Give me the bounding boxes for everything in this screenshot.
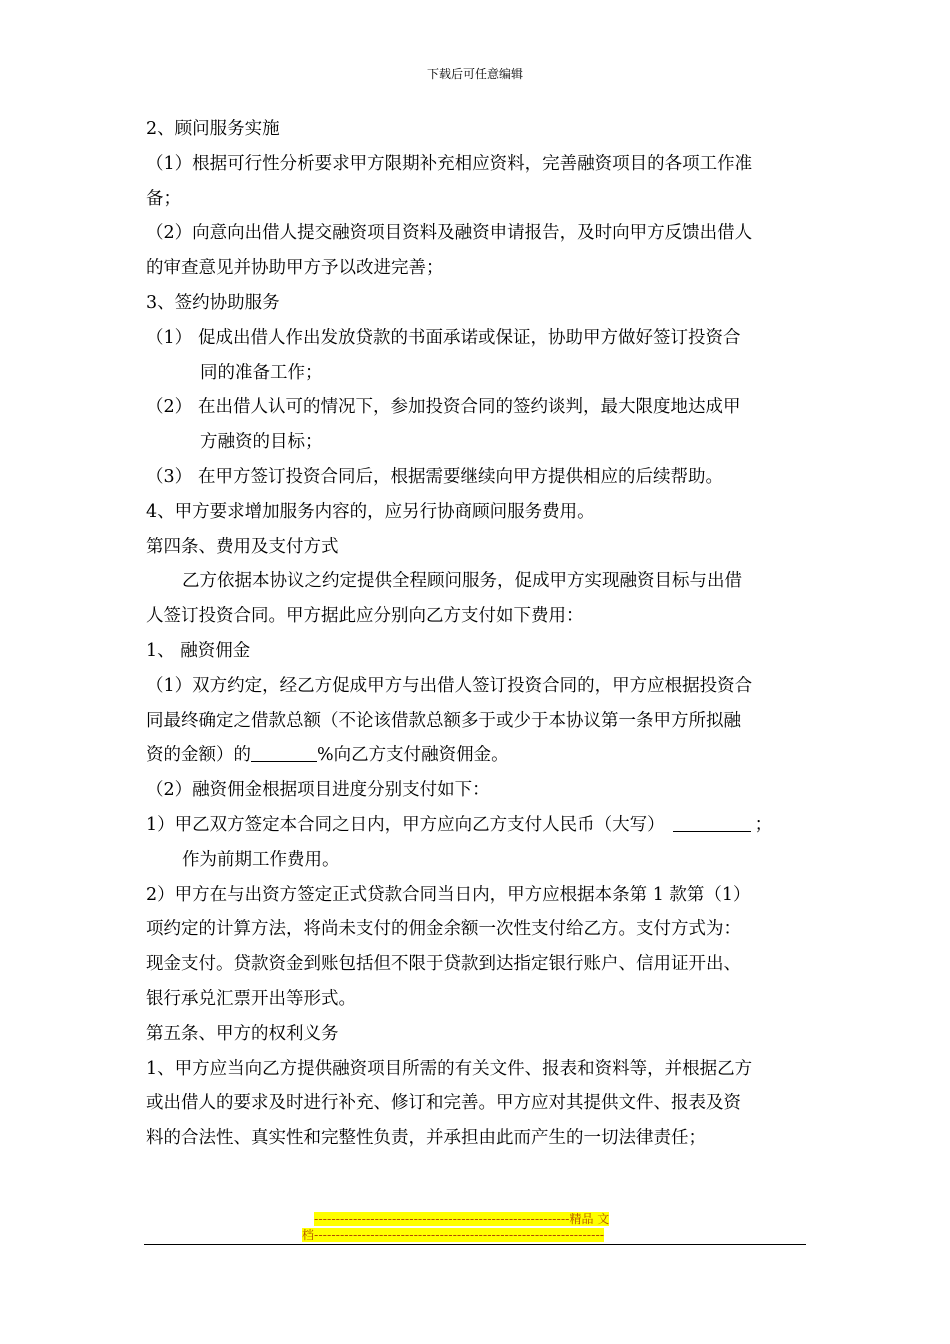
- list-text: 在出借人认可的情况下，参加投资合同的签约谈判，最大限度地达成甲: [198, 397, 741, 418]
- list-text: 在甲方签订投资合同后，根据需要继续向甲方提供相应的后续帮助。: [198, 466, 723, 487]
- list-item: [146, 390, 812, 425]
- footer-line-1: -----------------------------------------------------------精品 文: [314, 1212, 610, 1226]
- article-heading: 第四条、费用及支付方式: [146, 536, 339, 557]
- fill-in-blank-percent[interactable]: [251, 743, 317, 762]
- paragraph-line: 乙方依据本协议之约定提供全程顾问服务，促成甲方实现融资目标与出借: [182, 571, 742, 592]
- section-heading: 2、顾问服务实施: [146, 119, 280, 139]
- list-item: [146, 321, 812, 356]
- text-segment: 1）甲乙双方签定本合同之日内，甲方应向乙方支付人民币（大写）: [146, 814, 665, 835]
- paragraph-line: 2）甲方在与出资方签定正式贷款合同当日内，甲方应根据本条第 1 款第（1）: [146, 884, 751, 905]
- paragraph-line: 银行承兑汇票开出等形式。: [146, 988, 356, 1009]
- paragraph-line: 同最终确定之借款总额（不论该借款总额多于或少于本协议第一条甲方所拟融: [146, 710, 741, 731]
- list-number: （3）: [146, 466, 193, 487]
- paragraph-line: [146, 738, 812, 773]
- paragraph-line: 项约定的计算方法，将尚未支付的佣金余额一次性支付给乙方。支付方式为：: [146, 919, 741, 940]
- list-number: （2）: [146, 397, 193, 418]
- page-footer: [302, 1211, 642, 1243]
- page-header: 下载后可任意编辑: [426, 67, 523, 81]
- footer-divider: [144, 1244, 806, 1245]
- paragraph-line: 作为前期工作费用。: [182, 849, 340, 870]
- text-segment: 资的金额）的: [146, 745, 251, 766]
- article-heading: 第五条、甲方的权利义务: [146, 1023, 339, 1044]
- text-segment: ；: [754, 814, 773, 835]
- paragraph-line: 4、甲方要求增加服务内容的，应另行协商顾问服务费用。: [146, 501, 595, 522]
- list-text: 促成出借人作出发放贷款的书面承诺或保证，协助甲方做好签订投资合: [198, 327, 741, 348]
- paragraph-line: （2）向意向出借人提交融资项目资料及融资申请报告，及时向甲方反馈出借人: [146, 223, 753, 244]
- footer-line-2: 档-------------------------------------------------------------------: [302, 1228, 605, 1242]
- text-segment: %向乙方支付融资佣金。: [317, 745, 509, 766]
- paragraph-line: 料的合法性、真实性和完整性负责，并承担由此而产生的一切法律责任；: [146, 1128, 706, 1149]
- paragraph-line: （2）融资佣金根据项目进度分别支付如下：: [146, 780, 490, 801]
- paragraph-line: （1）根据可行性分析要求甲方限期补充相应资料，完善融资项目的各项工作准: [146, 153, 753, 174]
- section-heading: 1、 融资佣金: [146, 640, 251, 661]
- paragraph-line: 人签订投资合同。甲方据此应分别向乙方支付如下费用：: [146, 606, 584, 627]
- paragraph-line: 或出借人的要求及时进行补充、修订和完善。甲方应对其提供文件、报表及资: [146, 1093, 741, 1114]
- paragraph-line: 1、甲方应当向乙方提供融资项目所需的有关文件、报表和资料等，并根据乙方: [146, 1058, 753, 1079]
- list-item-continuation: 方融资的目标；: [200, 432, 323, 453]
- fill-in-blank-amount[interactable]: [673, 813, 751, 832]
- list-item-continuation: 同的准备工作；: [200, 362, 323, 383]
- paragraph-line: 的审查意见并协助甲方予以改进完善；: [146, 258, 444, 279]
- paragraph-line: 备；: [146, 188, 181, 209]
- paragraph-line: 现金支付。贷款资金到账包括但不限于贷款到达指定银行账户、信用证开出、: [146, 954, 741, 975]
- list-number: （1）: [146, 327, 193, 348]
- list-item: [146, 460, 812, 495]
- paragraph-line: （1）双方约定，经乙方促成甲方与出借人签订投资合同的，甲方应根据投资合: [146, 675, 753, 696]
- section-heading: 3、签约协助服务: [146, 292, 280, 313]
- paragraph-line: [146, 808, 812, 843]
- document-body: [146, 112, 812, 1156]
